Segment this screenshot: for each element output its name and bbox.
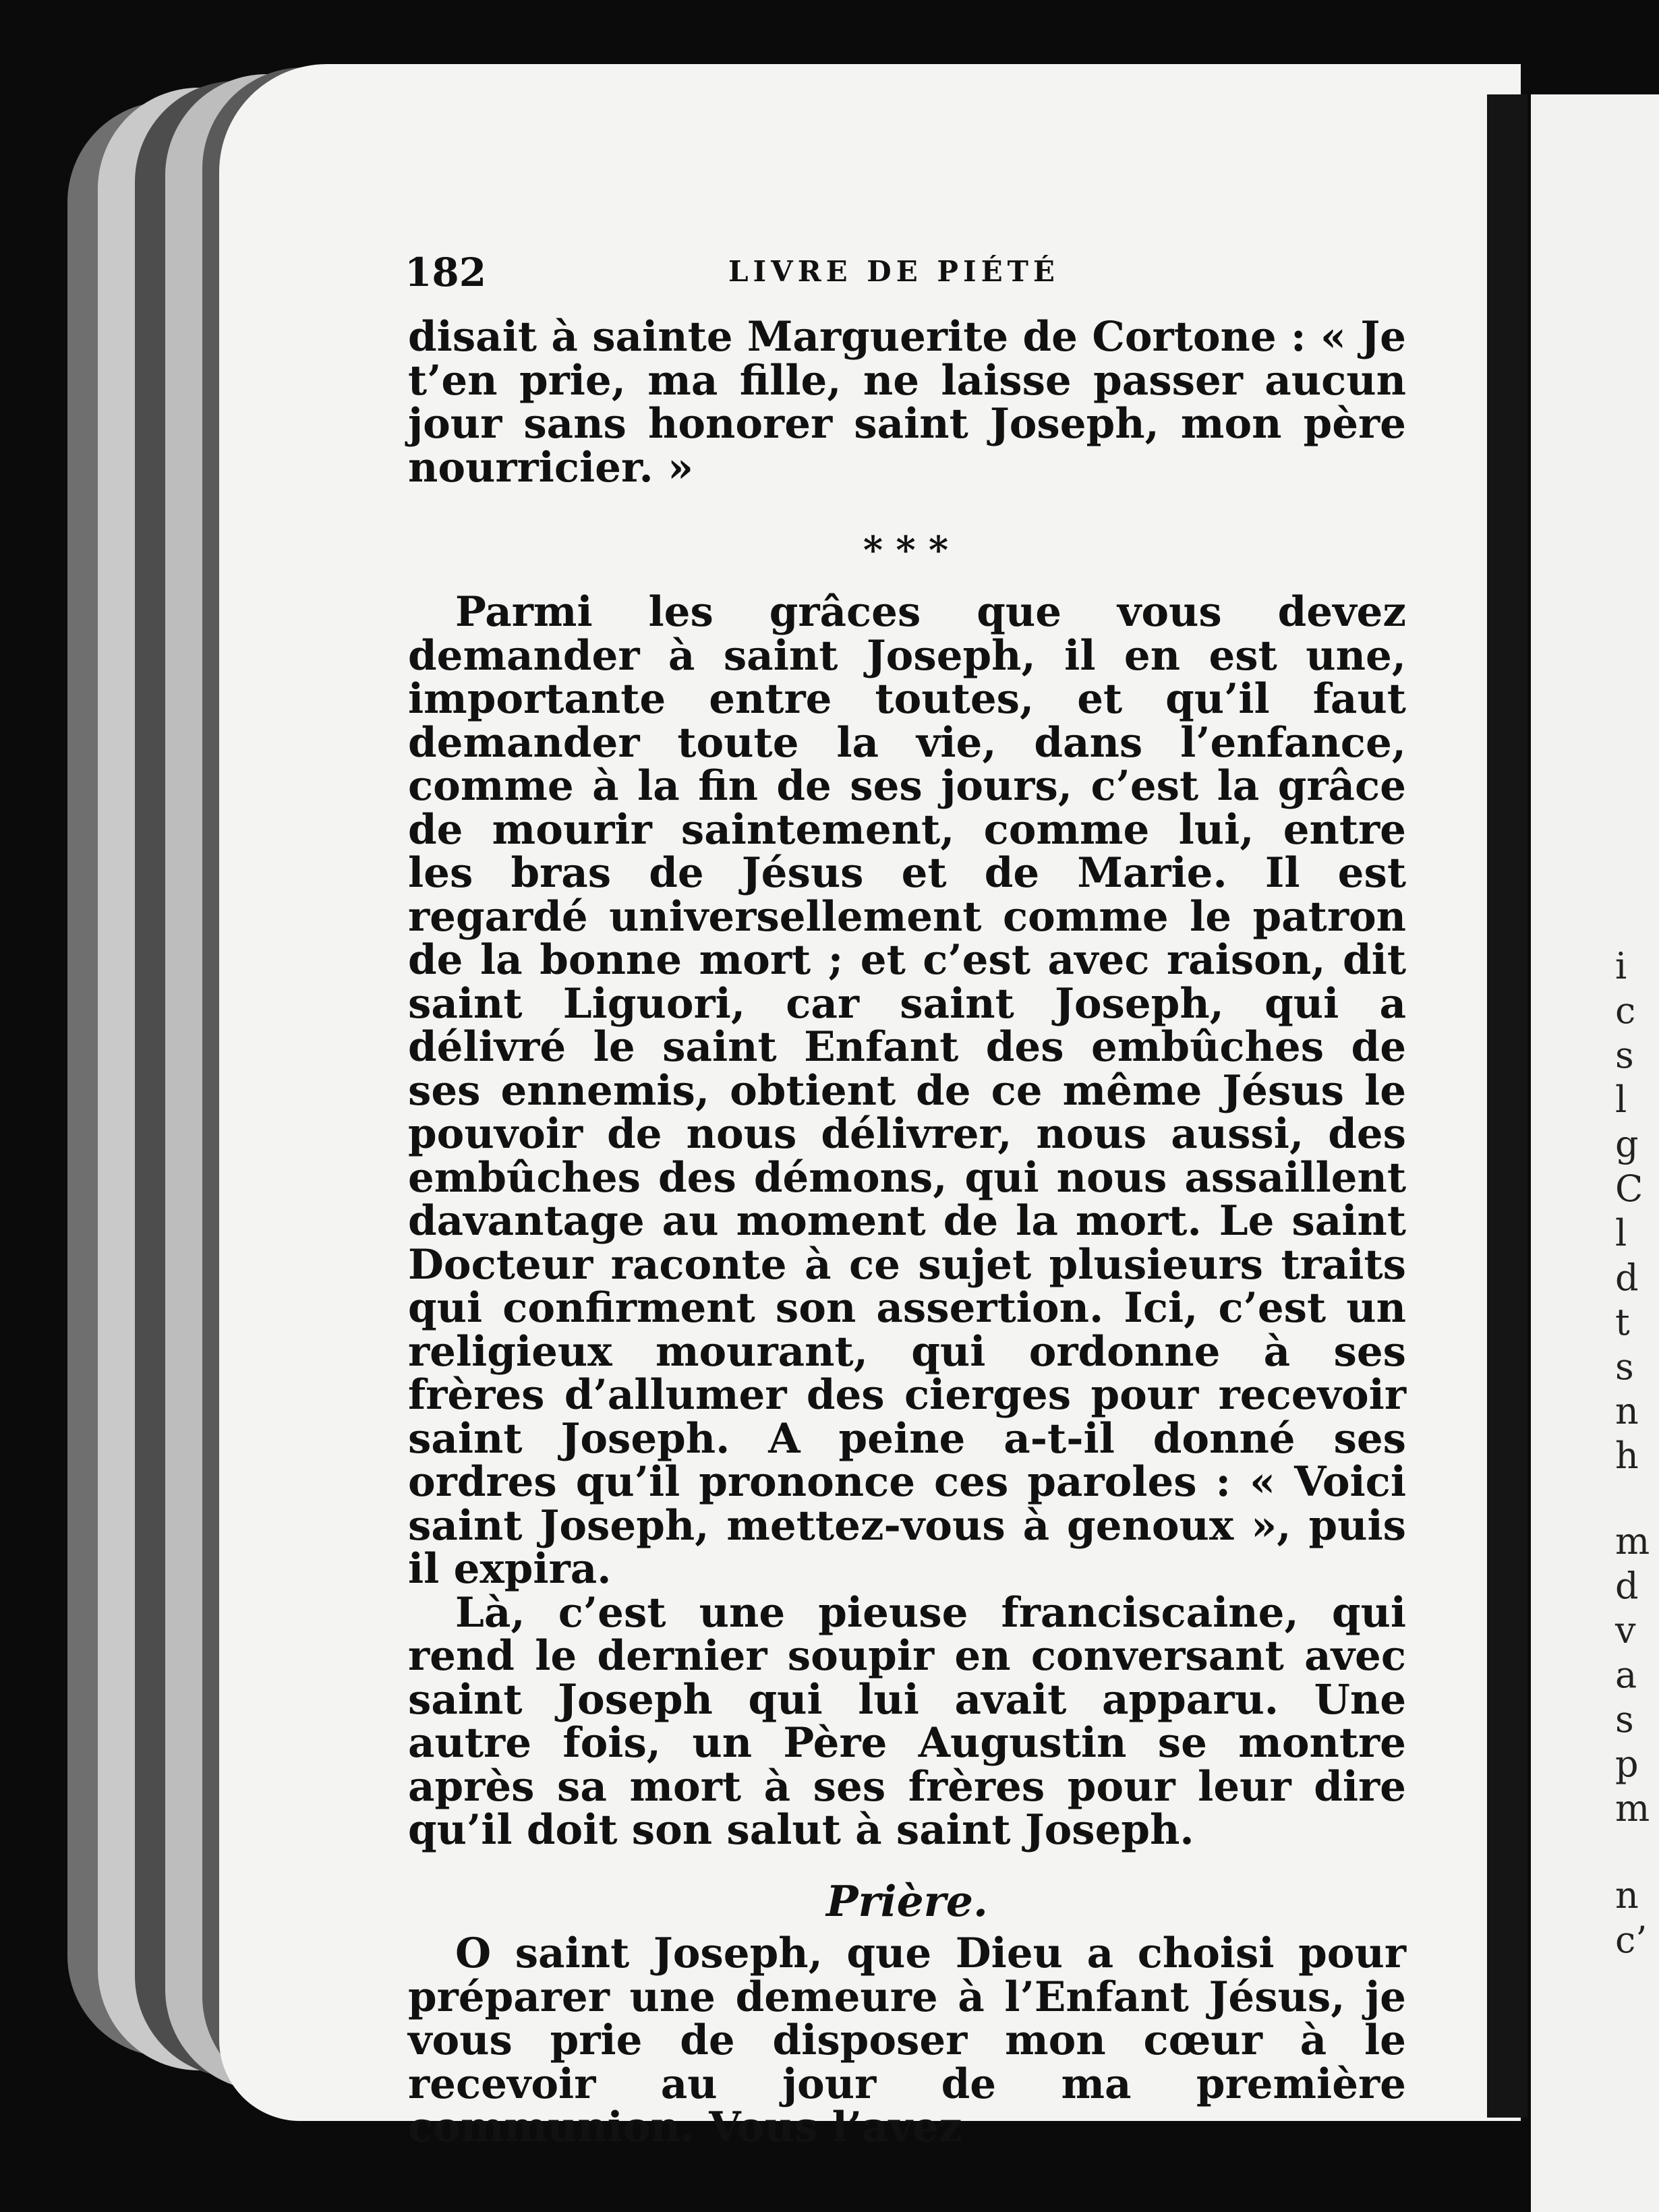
facing-page-fragment: n	[1615, 1874, 1639, 1917]
facing-page-fragment: m	[1615, 1787, 1650, 1830]
facing-page-fragment: v	[1615, 1609, 1636, 1652]
facing-page-fragment: p	[1615, 1743, 1639, 1785]
facing-page-fragment: s	[1615, 1034, 1634, 1076]
page-header	[405, 250, 1416, 303]
facing-page-fragment: m	[1615, 1520, 1650, 1563]
facing-page-fragment: c	[1615, 989, 1636, 1032]
facing-page-fragment: n	[1615, 1390, 1639, 1432]
facing-page-fragment: c’	[1615, 1919, 1648, 1961]
prayer-heading: Prière.	[826, 1875, 988, 1926]
paragraph: disait à sainte Marguerite de Cortone : « Je t’en prie, ma fille, ne laisse passer aucun jour sans honorer saint Joseph, mon père nourricier. »	[408, 313, 1406, 492]
facing-page-fragment: d	[1615, 1256, 1639, 1299]
page-body	[408, 313, 1406, 2151]
facing-page-fragment: t	[1615, 1301, 1630, 1343]
facing-page-fragment: l	[1615, 1078, 1627, 1121]
facing-page-fragment: d	[1615, 1565, 1639, 1607]
paragraph: Parmi les grâces que vous devez demander à saint Joseph, il en est une, importante entre toutes, et qu’il faut demander toute la vie, dans l’enfance, comme à la fin de ses jours, c’est la grâce de mourir saintement, comme lui, entre les bras de Jésus et de Marie. Il est regardé universellement comme le patron de la bonne mort ; et c’est avec raison, dit saint Liguori, car saint Joseph, qui a délivré le saint Enfant des embûches de ses ennemis, obtient de ce même Jésus le pouvoir de nous délivrer, nous aussi, des embûches des démons, qui nous assaillent davantage au moment de la mort. Le saint Docteur raconte à ce sujet plusieurs traits qui confirment son assertion. Ici, c’est un religieux mourant, qui ordonne à ses frères d’allumer des cierges pour recevoir saint Joseph. A peine a-t-il donné ses ordres qu’il prononce ces paroles : « Voici saint Joseph, mettez-vous à genoux », puis il expira.	[408, 588, 1406, 1593]
facing-page-fragment: a	[1615, 1654, 1637, 1696]
facing-page-fragment: s	[1615, 1698, 1634, 1741]
running-title: LIVRE DE PIÉTÉ	[728, 255, 1059, 288]
book-gutter	[1487, 94, 1527, 2118]
page-number: 182	[405, 250, 487, 295]
paragraph: O saint Joseph, que Dieu a choisi pour préparer une demeure à l’Enfant Jésus, je vous prie de disposer mon cœur à le recevoir au jour de ma première communion. Vous l’avez	[408, 1929, 1406, 2151]
facing-page-fragment: i	[1615, 945, 1627, 987]
facing-page-fragment: l	[1615, 1212, 1627, 1254]
paragraph: Là, c’est une pieuse franciscaine, qui rend le dernier soupir en conversant avec saint Joseph qui lui avait apparu. Une autre fois, un Père Augustin se montre après sa mort à ses frères pour leur dire qu’il doit son salut à saint Joseph.	[408, 1588, 1406, 1854]
facing-page-fragment: g	[1615, 1123, 1639, 1165]
facing-page-fragment: s	[1615, 1345, 1634, 1388]
facing-page-fragment: C	[1615, 1167, 1643, 1210]
section-separator: * * *	[863, 528, 952, 573]
facing-page-fragment: h	[1615, 1434, 1639, 1477]
